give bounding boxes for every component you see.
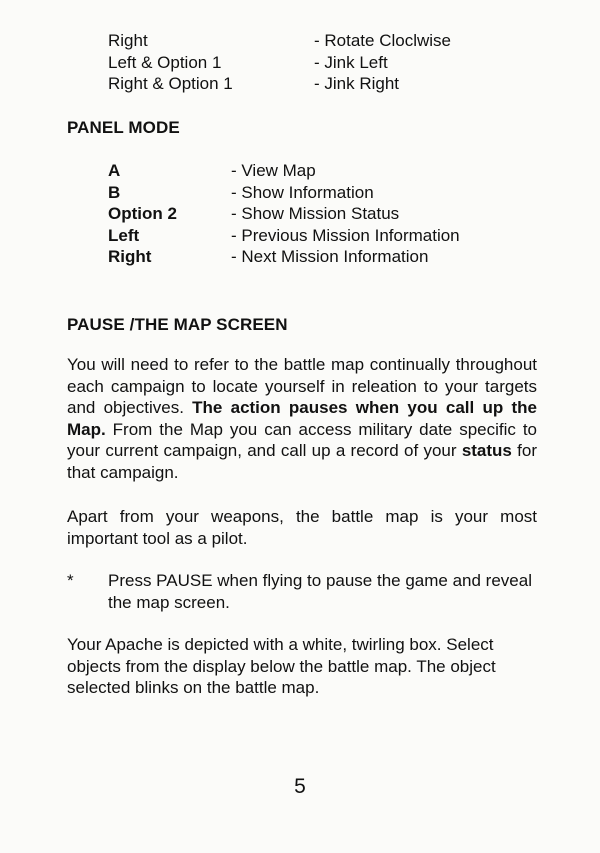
control-key: Left & Option 1: [108, 52, 222, 72]
bullet-text: Press PAUSE when flying to pause the game and reveal the map screen.: [108, 571, 532, 612]
control-key: A: [108, 161, 121, 180]
control-row: [108, 246, 460, 268]
control-row: [108, 30, 451, 52]
page-number: 5: [294, 775, 306, 798]
control-key: Option 2: [108, 204, 177, 223]
control-action: - View Map: [231, 161, 316, 180]
bullet-item: [67, 570, 537, 613]
battle-map-paragraph: Apart from your weapons, the battle map is your most important tool as a pilot.: [67, 507, 537, 548]
map-intro-paragraph: [67, 354, 537, 483]
bullet-asterisk: *: [67, 571, 74, 590]
control-key: Right: [108, 247, 152, 266]
control-key: Right: [108, 31, 148, 50]
para-text: for that campaign.: [67, 441, 538, 482]
control-row: [108, 203, 460, 225]
para-bold-text: status: [461, 441, 512, 460]
control-action: - Next Mission Information: [231, 247, 429, 266]
para-text: You will need to refer to the battle map continually throughout each campaign to locate yourself in releation to your targets and objectives.: [67, 355, 537, 417]
apache-paragraph: Your Apache is depicted with a white, twirling box. Select objects from the display below the battle map. The object selected blinks on the battle map.: [67, 635, 496, 697]
control-row: [108, 225, 460, 247]
control-row: [108, 52, 451, 74]
panel-mode-heading: PANEL MODE: [67, 118, 180, 137]
control-action: - Show Information: [231, 182, 374, 202]
control-action: - Rotate Cloclwise: [314, 31, 451, 50]
control-key: Left: [108, 225, 140, 245]
control-action: - Jink Left: [314, 52, 388, 72]
panel-mode-list: [108, 160, 460, 268]
control-key: Right & Option 1: [108, 74, 233, 93]
para-bold-text: The action pauses when you call up the Map.: [67, 398, 537, 439]
controls-list: [108, 30, 451, 95]
pause-map-heading: PAUSE /THE MAP SCREEN: [67, 315, 288, 334]
control-action: - Show Mission Status: [231, 204, 400, 223]
control-action: - Previous Mission Information: [231, 225, 460, 245]
control-row: [108, 182, 460, 204]
control-row: [108, 73, 451, 95]
para-text: From the Map you can access military date specific to your current campaign, and call up a record of your: [67, 419, 537, 460]
control-key: B: [108, 182, 121, 202]
control-row: [108, 160, 460, 182]
control-action: - Jink Right: [314, 74, 400, 93]
